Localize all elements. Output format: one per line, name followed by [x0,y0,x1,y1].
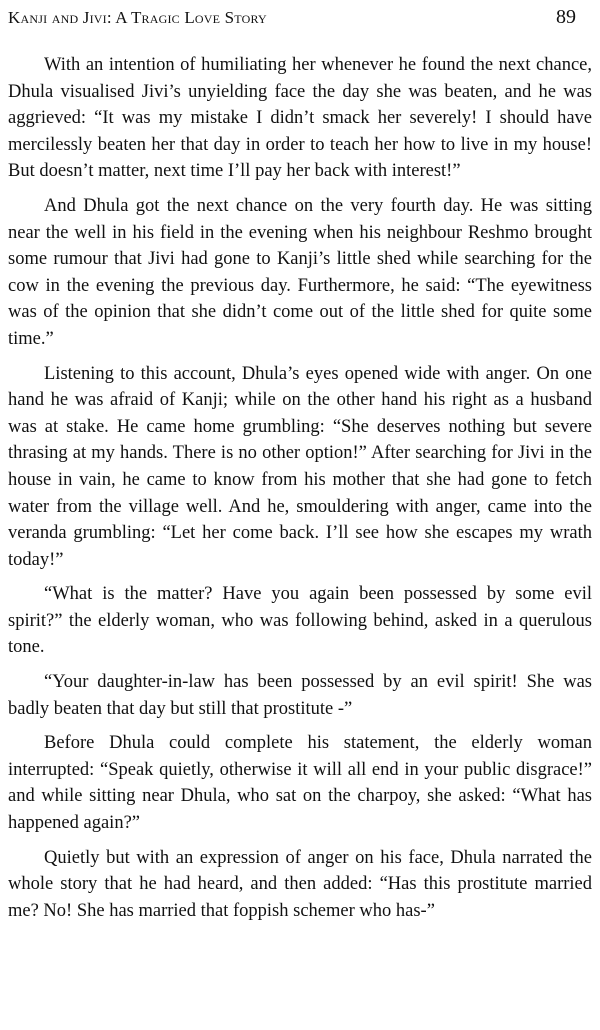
paragraph: Quietly but with an expression of anger on his face, Dhula narrated the whole story that he had heard, and then added: “Has this prostitute married me? No! She has married that foppish schemer who has-” [8,847,592,921]
paragraph: And Dhula got the next chance on the very fourth day. He was sitting near the well in his field in the evening when his neighbour Reshmo brought some rumour that Jivi had gone to Kanji’s little shed while searching for the cow in the evening the previous day. Furthermore, he said: “The eyewitness was of the opinion that she didn’t come out of the little shed for quite some time.” [8,195,592,349]
paragraph: “What is the matter? Have you again been possessed by some evil spirit?” the elderly woman, who was following behind, asked in a querulous tone. [8,584,592,658]
paragraph: With an intention of humiliating her whenever he found the next chance, Dhula visualised Jivi’s unyielding face the day she was beaten, and he was aggrieved: “It was my mistake I didn’t smack her severely! I should have mercilessly beaten her that day in order to teach her how to live in my house! But doesn’t matter, next time I’ll pay her back with interest!” [8,55,592,182]
running-head [8,6,592,40]
paragraph: Before Dhula could complete his statement, the elderly woman interrupted: “Speak quietly, otherwise it will all end in your public disgrace!” and while sitting near Dhula, who sat on the charpoy, she asked: “What has happened again?” [8,733,592,834]
paragraph: Listening to this account, Dhula’s eyes opened wide with anger. On one hand he was afraid of Kanji; while on the other hand his right as a husband was at stake. He came home grumbling: “She deserves nothing but severe thrasing at my hands. There is no other option!” After searching for Jivi in the house in vain, he came to know from his mother that she had gone to fetch water from the village well. And he, smouldering with anger, came into the veranda grumbling: “Let her come back. I’ll see how she escapes my wrath today!” [8,363,592,570]
page-number: 89 [556,6,576,28]
page-body [8,52,592,924]
paragraph: “Your daughter-in-law has been possessed by an evil spirit! She was badly beaten that day but still that prostitute -” [8,672,592,719]
running-title: Kanji and Jivi: A Tragic Love Story [8,8,267,27]
